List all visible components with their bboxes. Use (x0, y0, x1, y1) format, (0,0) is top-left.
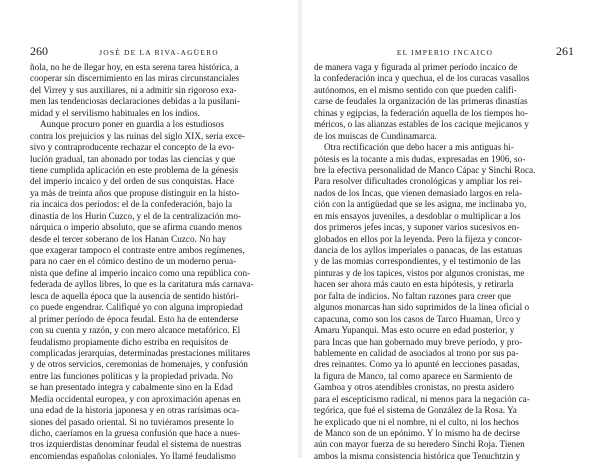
text-line: ya más de treinta años que propuse distinguir en la histo- (30, 187, 240, 198)
text-line: nista que define al imperio incaico como una república con- (30, 267, 251, 278)
text-line: Aunque procuro poner en guardia a los estudiosos (40, 119, 224, 130)
text-line: cooperar sin discernimiento en las miras circunstanciales (30, 73, 240, 84)
text-line: midad y el servilismo habituales en los indios. (30, 107, 200, 118)
text-line: por falta de indicios. No faltan razones para creer que (314, 290, 511, 301)
left-running-head: JOSÉ DE LA RIVA-AGÜERO (99, 48, 219, 57)
text-line: desde el tercer soberano de los Hanan Cuzco. No hay (30, 233, 226, 244)
text-line: men las tendenciosas declaraciones debidas a la pusilani- (30, 96, 240, 107)
text-line: que exagerar tampoco el contraste entre ambos regímenes, (30, 245, 245, 255)
text-line: del Virrey y sus auxiliares, ni a admitir sin rigoroso exa- (30, 84, 237, 95)
text-line: tros izquierdistas denominar feudal el sistema de nuestras (30, 439, 242, 450)
right-running-head: EL IMPERIO INCAICO (396, 48, 494, 57)
text-line: he explicado que ni el nombre, ni el culto, ni los hechos (314, 416, 519, 427)
text-line: la confederación inca y quechua, el de los curacas vasallos (314, 73, 530, 84)
text-line: encomiendas españolas coloniales. Yo llamé feudalismo (30, 450, 236, 461)
text-line: complicadas jerarquías, determinadas prestaciones militares (30, 347, 251, 358)
text-line: dicho, caeríamos en la gruesa confusión que hace a nues- (30, 428, 241, 438)
text-line: la figura de Manco, tal como aparece en Sarmiento de (314, 370, 513, 381)
left-page-header (30, 44, 290, 58)
text-line: de Manco son de un epónimo. Y lo mismo ha de decirse (314, 428, 520, 438)
text-line: autónomos, en el mismo sentido con que pueden califi- (314, 84, 517, 95)
text-line: ambos la misma consistencia histórica que Tenuchtzin y (314, 450, 521, 461)
text-line: y de otros servicios, ceremonias de homenajes, y confusión (30, 359, 248, 370)
text-line: algunos monarcas han sido suprimidos de la línea oficial o (314, 302, 530, 313)
text-line: bablemente en calidad de asociados al trono por sus pa- (314, 347, 519, 358)
text-line: ria incaica dos períodos: el de la confederación, bajo la (30, 199, 233, 210)
text-line: y de las momias correspondientes, y el testimonio de las (314, 256, 521, 267)
text-line: tiene cumplida aplicación en este problema de la génesis (30, 164, 239, 175)
right-page-header (314, 44, 574, 58)
text-line: para Incas que han gobernado muy breve período, y pro- (314, 336, 523, 347)
text-line: bre la efectiva personalidad de Manco Cápac y Sinchi Roca. (314, 164, 536, 175)
text-line: ñola, no he de llegar hoy, en esta serena tarea histórica, a (30, 62, 239, 72)
text-line: siones del pasado oriental. Si no tuviéramos presente lo (30, 416, 234, 427)
text-line: se han presentado integra y cabalmente sino en la Edad (30, 382, 233, 393)
text-line: para el escepticismo radical, ni menos para la negación ca- (314, 393, 530, 404)
text-line: de manera vaga y figurada al primer período incaico de (314, 62, 518, 72)
text-line: nárquica o imperio absoluto, que se afirma cuando menos (30, 222, 243, 233)
text-line: en mis ensayos juveniles, a desdoblar o multiplicar a los (314, 210, 521, 221)
text-line: feudalismo propiamente dicho estriba en requisitos de (30, 336, 229, 347)
text-line: de los muiscas de Cundinamarca. (314, 130, 437, 141)
text-line: lesca de aquella época que la ausencia de sentido históri- (30, 290, 239, 301)
text-line: ción con la antigüedad que se les asigna, me inclinaba yo, (314, 199, 527, 210)
text-line: dancia de los ayllos imperiales o panacas, de las estatuas (314, 245, 523, 255)
text-line: lución gradual, tan abonado por todas las ciencias y que (30, 153, 236, 164)
right-page (300, 0, 600, 461)
right-page-number: 261 (555, 44, 574, 58)
text-line: dres reinantes. Como ya lo apunté en lecciones pasadas, (314, 359, 520, 370)
text-line: para no caer en el cómico destino de un moderno perua- (30, 256, 237, 267)
text-line: Para resolver dificultades cronológicas y ampliar los rei- (314, 176, 522, 187)
text-line: entre las funciones políticas y la propiedad privada. No (30, 370, 233, 381)
text-line: Otra rectificación que debo hacer a mis antiguas hi- (324, 142, 514, 153)
text-line: Media occidental europea, y con aproximación apenas en (30, 393, 241, 404)
text-line: hacen ser ahora más cauto en esta hipótesis, y retirarla (314, 279, 514, 290)
text-line: federada de ayllos libres, lo que es la caritatura más carnava- (30, 279, 254, 290)
left-page-number: 260 (30, 44, 48, 58)
text-line: una edad de la historia japonesa y en otras rarísimas oca- (30, 405, 240, 416)
text-line: carse de feudales la organización de las primeras dinastías (314, 96, 528, 107)
text-line: contra los prejuicios y las ruinas del siglo XIX, sería exce- (30, 130, 246, 141)
left-page (0, 0, 300, 461)
text-line: globados en ellos por la leyenda. Pero la fijeza y concor- (314, 233, 523, 244)
text-line: nados de los Incas, que vienen demasiado largos en rela- (314, 187, 523, 198)
text-line: chinas y egipcias, la federación aquella de los tiempos ho- (314, 107, 528, 118)
left-page-body (30, 62, 290, 462)
right-page-body (314, 62, 574, 462)
text-line: Amaru Yupanqui. Mas esto ocurre en edad posterior, y (314, 325, 515, 336)
text-line: del imperio incaico y del orden de sus conquistas. Hace (30, 176, 235, 187)
text-line: tegórica, que fué el sistema de González de la Rosa. Ya (314, 405, 517, 416)
text-line: Gamboa y otros atendibles cronistas, no presta asidero (314, 382, 515, 393)
text-line: méricos, o las alianzas estables de los cacique mejicanos y (314, 119, 529, 130)
text-line: pinturas y de los tapices, vistos por algunos cronistas, me (314, 267, 525, 278)
text-line: aún con mayor fuerza de su heredero Sinchi Roja. Tienen (314, 439, 525, 450)
text-line: dos primeros jefes incas, y suponer varios sucesivos en- (314, 222, 520, 233)
text-line: con su cuenta y razón, y con mero alcance metafórico. El (30, 325, 241, 336)
text-line: sivo y contraproducente rechazar el concepto de la evo- (30, 142, 235, 153)
text-line: pótesis es la tocante a mis dudas, expresadas en 1906, so- (314, 153, 526, 164)
text-line: al primer período de época feudal. Esto ha de entenderse (30, 313, 239, 324)
text-line: co puede engendrar. Califiqué yo con alguna impropiedad (30, 302, 243, 313)
text-line: dinastía de los Hurin Cuzco, y el de la centralización mo- (30, 210, 241, 221)
text-line: capacuna, como son los casos de Tarco Huaman, Urco y (314, 313, 521, 324)
